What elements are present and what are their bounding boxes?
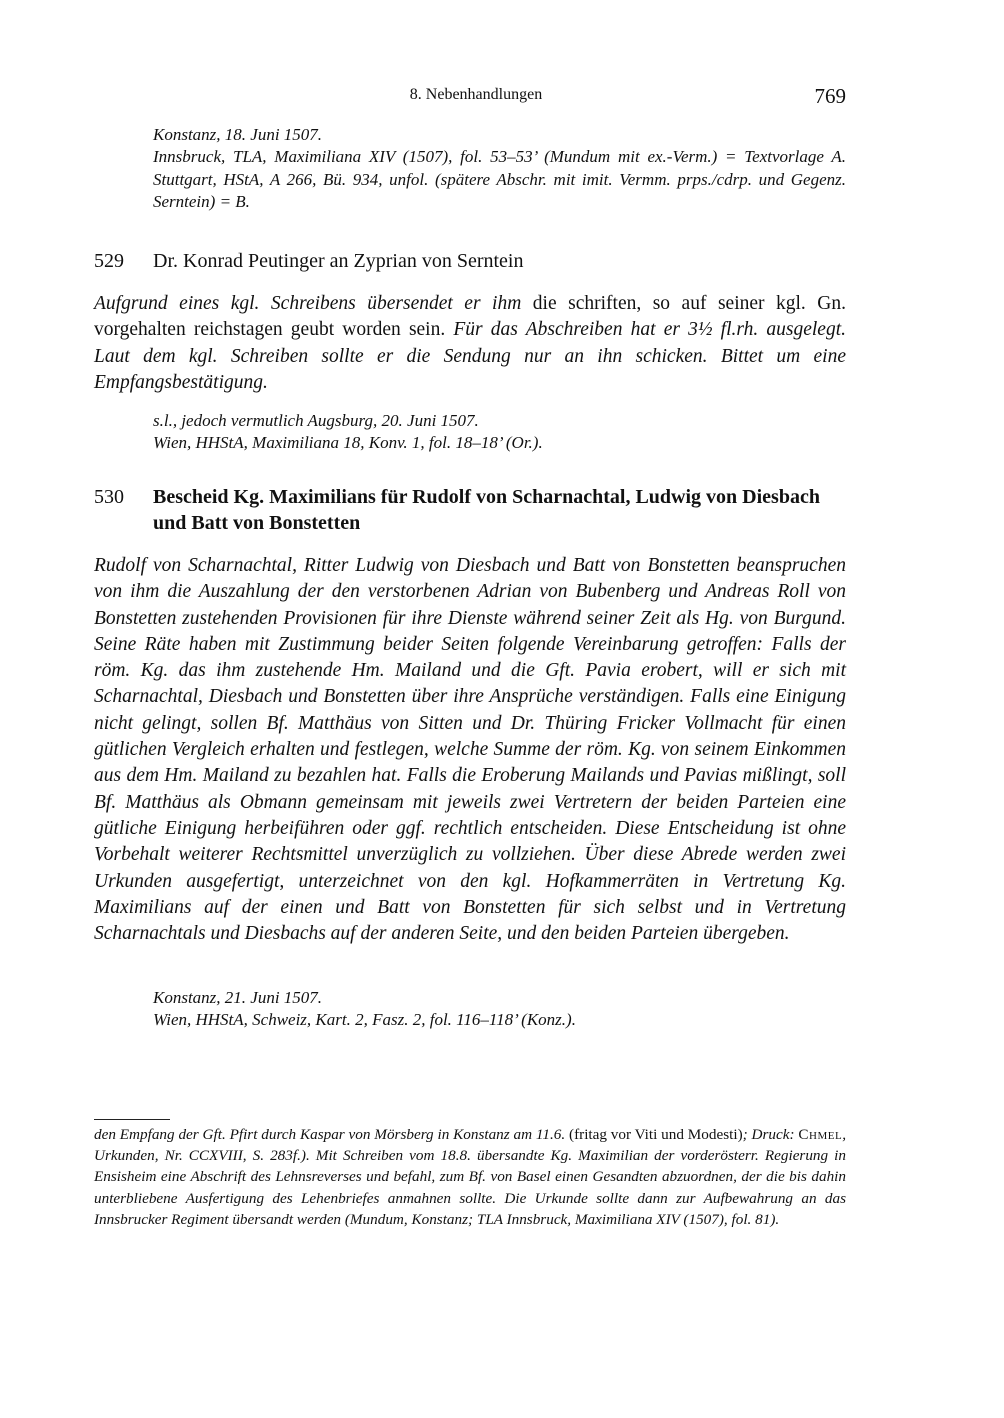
entry-529-regest-italic-2: Für das Abschreiben hat er 3½ fl.rh. ausgelegt. Laut dem kgl. Schreiben sollte er die Sendung nur an ihn schicken. Bittet um eine Empfangsbestätigung. — [94, 319, 846, 393]
footnote-rule — [94, 1119, 170, 1120]
entry-529-title: Dr. Konrad Peutinger an Zyprian von Serntein — [153, 250, 524, 272]
entry-530-regest: Rudolf von Scharnachtal, Ritter Ludwig von Diesbach und Batt von Bonstetten beanspruchen von ihm die Auszahlung der den verstorbenen Adrian von Bubenberg und Andreas Roll von Bonstetten zustehenden Provisionen für ihre Dienste während seiner Zeit als Hg. von Burgund. Seine Räte haben mit Zustimmung beider Seiten folgende Vereinbarung getroffen: Falls der röm. Kg. das ihm zustehende Hm. Mailand und die Gft. Pavia erobert, will er sich mit Scharnachtal, Diesbach und Bonstetten über ihre Ansprüche verständigen. Falls eine Einigung nicht gelingt, sollen Bf. Matthäus von Sitten und Dr. Thüring Fricker Vollmacht für einen gütlichen Vergleich erhalten und festlegen, welche Summe der röm. Kg. von seinem Einkommen aus dem Hm. Mailand zu bezahlen hat. Falls die Eroberung Mailands und Pavias mißlingt, soll Bf. Matthäus als Obmann gemeinsam mit jeweils zwei Vertretern der beiden Parteien eine gütliche Einigung herbeiführen oder ggf. rechtlich entscheiden. Diese Entscheidung ist ohne Vorbehalt weiterer Rechtsmittel unverzüglich zu vollziehen. Über diese Abrede werden zwei Urkunden ausgefertigt, unterzeichnet von den kgl. Hofkammerräten in Vertretung Kg. Maximilians auf der einen und Batt von Bonstetten für sich selbst und in Vertretung Scharnachtals und Diesbachs auf der anderen Seite, und den beiden Parteien übergeben. — [94, 555, 846, 945]
running-head — [94, 84, 846, 110]
entry-529-date-place: s.l., jedoch vermutlich Augsburg, 20. Juni 1507. — [153, 411, 479, 430]
entry-529-source — [94, 410, 846, 455]
footnote-part4: , Urkunden, Nr. CCXVIII, S. 283f.). Mit Schreiben vom 18.8. übersandte Kg. Maximilian der vorderösterr. Regierung in Ensisheim eine Abschrift des Lehnsreverses und befahl, zum Bf. von Basel einen Gesandten abzuordnen, der die bis dahin unterbliebene Ausfertigung des Lehenbriefes anmahnen sollte. Die Urkunde sollte dann zur Aufbewahrung an das Innsbrucker Regiment übersandt werden (Mundum, Konstanz; TLA Innsbruck, Maximiliana XIV (1507), fol. 81). — [94, 1126, 846, 1228]
footnote-roman-quote: (fritag vor Viti und Modesti) — [569, 1126, 743, 1143]
entry-529-regest-roman: die schriften, so auf seiner kgl. Gn. vorgehalten reichstagen geubt worden sein. — [94, 293, 847, 341]
entry-530-title-line1: Bescheid Kg. Maximilians für Rudolf von Scharnachtal, Ludwig von Diesbach — [153, 486, 820, 508]
entry-529-heading — [94, 248, 846, 274]
entry-530-title-line2: und Batt von Bonstetten — [153, 512, 361, 534]
prev-entry-date-place: Konstanz, 18. Juni 1507. — [153, 125, 323, 144]
entry-529-regest — [94, 291, 846, 396]
entry-530-archive: Wien, HHStA, Schweiz, Kart. 2, Fasz. 2, fol. 116–118’ (Konz.). — [153, 1010, 576, 1030]
footnote-part1: den Empfang der Gft. Pfirt durch Kaspar von Mörsberg in Konstanz am 11.6. — [94, 1126, 570, 1143]
entry-529-regest-italic-1: Aufgrund eines kgl. Schreibens übersendet er ihm — [94, 293, 522, 314]
entry-530-number: 530 — [94, 486, 124, 508]
running-title: 8. Nebenhandlungen — [409, 86, 543, 103]
prev-entry-archive: Innsbruck, TLA, Maximiliana XIV (1507), fol. 53–53’ (Mundum mit ex.-Verm.) = Textvorlage A. Stuttgart, HStA, A 266, Bü. 934, unfol. (spätere Abschr. mit imit. Vermm. prps./cdrp. und Gegenz. Serntein) = B. — [153, 147, 846, 212]
prev-entry-source — [94, 124, 846, 214]
footnote — [94, 1124, 846, 1230]
entry-530-heading — [94, 484, 846, 536]
entry-529-archive: Wien, HHStA, Maximiliana 18, Konv. 1, fol. 18–18’ (Or.). — [153, 433, 543, 453]
entry-530-date-place: Konstanz, 21. Juni 1507. — [153, 988, 323, 1007]
entry-529-number: 529 — [94, 250, 124, 272]
footnote-part3: ; Druck: — [742, 1126, 799, 1143]
entry-530-source — [94, 987, 846, 1032]
footnote-author: Chmel — [798, 1126, 843, 1143]
page-number: 769 — [814, 84, 846, 108]
